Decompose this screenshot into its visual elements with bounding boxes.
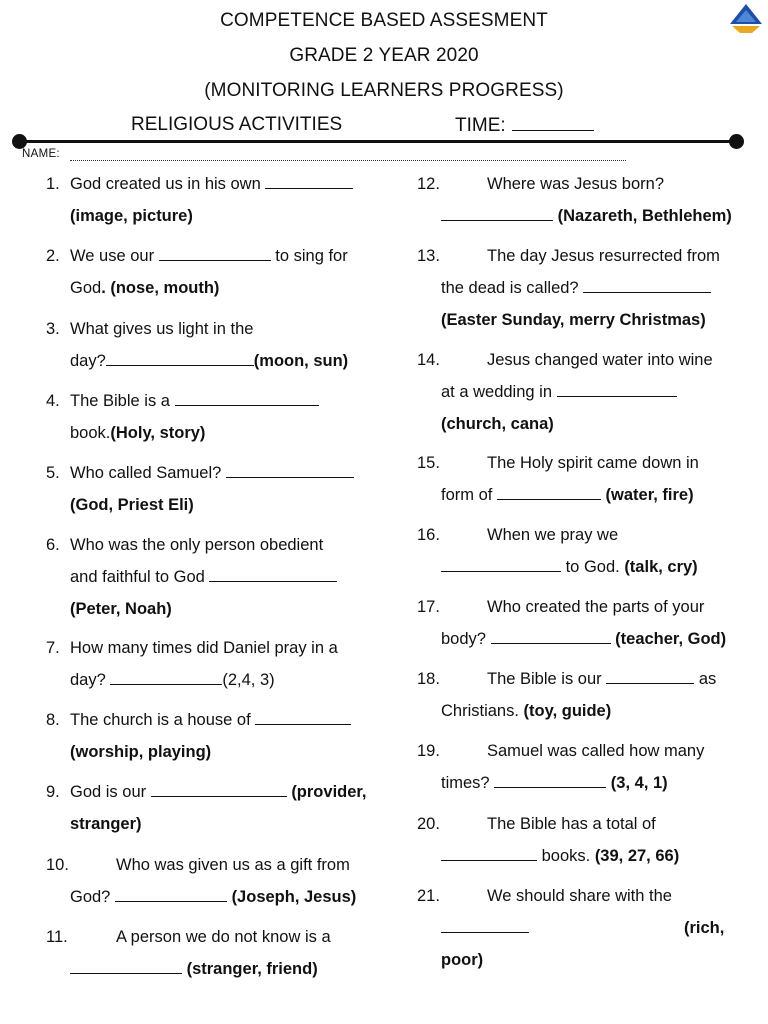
question-text: The day Jesus resurrected from xyxy=(487,247,720,265)
answer-blank xyxy=(159,246,271,261)
answer-options: (Easter Sunday, merry Christmas) xyxy=(441,311,706,329)
question-text: The Bible is a xyxy=(70,392,170,410)
question-text: day? xyxy=(70,352,106,370)
answer-options: (moon, sun) xyxy=(253,352,349,370)
answer-options: (teacher, God) xyxy=(615,630,727,648)
question-text: the dead is called? xyxy=(441,279,579,297)
question-16 xyxy=(417,519,757,583)
question-number: 2. xyxy=(46,247,60,265)
question-text: and faithful to God xyxy=(70,568,205,586)
answer-blank xyxy=(441,206,553,221)
answer-options: stranger) xyxy=(70,815,142,833)
question-text: body? xyxy=(441,630,486,648)
answer-blank xyxy=(441,846,537,861)
question-text: When we pray we xyxy=(487,526,619,544)
question-9 xyxy=(46,776,386,840)
question-18 xyxy=(417,663,757,727)
answer-blank xyxy=(255,710,351,725)
question-text: God? xyxy=(70,888,111,906)
answer-blank xyxy=(115,887,227,902)
answer-blank xyxy=(209,567,337,582)
question-number: 19. xyxy=(417,742,440,760)
question-text: God is our xyxy=(70,783,147,801)
answer-blank xyxy=(70,959,182,974)
question-text: to God. xyxy=(565,558,620,576)
divider-right-dot xyxy=(729,134,744,149)
question-1 xyxy=(46,168,386,232)
answer-blank xyxy=(226,463,354,478)
answer-options: (Peter, Noah) xyxy=(70,600,172,618)
question-number: 9. xyxy=(46,783,60,801)
question-7 xyxy=(46,632,386,696)
answer-options: (Joseph, Jesus) xyxy=(231,888,357,906)
question-number: 4. xyxy=(46,392,60,410)
question-number: 21. xyxy=(417,887,440,905)
question-text: as xyxy=(698,670,717,688)
answer-blank xyxy=(491,629,611,644)
monitoring-subtitle: (MONITORING LEARNERS PROGRESS) xyxy=(204,80,564,101)
question-number: 15. xyxy=(417,454,440,472)
question-text: Who was the only person obedient xyxy=(70,536,324,554)
answer-blank xyxy=(494,773,606,788)
question-8 xyxy=(46,704,386,768)
question-text: times? xyxy=(441,774,490,792)
time-blank xyxy=(512,114,594,131)
question-text: day? xyxy=(70,671,106,689)
question-19 xyxy=(417,735,757,799)
question-text: Who was given us as a gift from xyxy=(116,856,350,874)
question-number: 20. xyxy=(417,815,440,833)
question-text: to sing for xyxy=(275,247,348,265)
question-text: Where was Jesus born? xyxy=(487,175,664,193)
assessment-title: COMPETENCE BASED ASSESMENT xyxy=(220,10,548,31)
answer-blank xyxy=(110,670,222,685)
question-number: 13. xyxy=(417,247,440,265)
divider-left-dot xyxy=(12,134,27,149)
question-number: 7. xyxy=(46,639,60,657)
question-text: The church is a house of xyxy=(70,711,251,729)
question-text: The Holy spirit came down in xyxy=(487,454,699,472)
answer-options: (talk, cry) xyxy=(624,558,698,576)
question-14 xyxy=(417,344,757,440)
question-number: 3. xyxy=(46,320,60,338)
question-text: God created us in his own xyxy=(70,175,261,193)
answer-options: (water, fire) xyxy=(605,486,694,504)
question-text: form of xyxy=(441,486,493,504)
grade-year-title: GRADE 2 YEAR 2020 xyxy=(289,45,479,66)
question-number: 10. xyxy=(46,856,69,874)
answer-options: (3, 4, 1) xyxy=(610,774,668,792)
question-text: Who created the parts of your xyxy=(487,598,705,616)
question-text: We should share with the xyxy=(487,887,672,905)
name-line xyxy=(70,160,626,161)
question-text: Who called Samuel? xyxy=(70,464,222,482)
time-label: TIME: xyxy=(455,115,506,136)
question-text: Samuel was called how many xyxy=(487,742,705,760)
question-11 xyxy=(46,921,386,985)
question-number: 14. xyxy=(417,351,440,369)
question-number: 1. xyxy=(46,175,60,193)
answer-blank xyxy=(557,382,677,397)
answer-options: (Holy, story) xyxy=(110,424,206,442)
question-number: 11. xyxy=(46,928,68,946)
question-text: The Bible has a total of xyxy=(487,815,656,833)
answer-blank xyxy=(441,557,561,572)
question-text: The Bible is our xyxy=(487,670,602,688)
question-10 xyxy=(46,849,386,913)
answer-options: (2,4, 3) xyxy=(222,671,275,689)
answer-options: (God, Priest Eli) xyxy=(70,496,194,514)
answer-blank xyxy=(151,782,287,797)
answer-options: . (nose, mouth) xyxy=(101,279,220,297)
answer-blank xyxy=(497,485,601,500)
question-6 xyxy=(46,529,386,625)
answer-options: (stranger, friend) xyxy=(186,960,318,978)
question-number: 16. xyxy=(417,526,440,544)
question-20 xyxy=(417,808,757,872)
question-13 xyxy=(417,240,757,336)
question-12 xyxy=(417,168,757,232)
question-text: What gives us light in the xyxy=(70,320,254,338)
answer-blank xyxy=(583,278,711,293)
answer-options: (Nazareth, Bethlehem) xyxy=(557,207,732,225)
answer-blank xyxy=(175,391,319,406)
answer-options: (rich, xyxy=(684,919,725,937)
question-text: How many times did Daniel pray in a xyxy=(70,639,338,657)
question-number: 17. xyxy=(417,598,440,616)
question-4 xyxy=(46,385,386,449)
answer-options: (provider, xyxy=(291,783,367,801)
answer-options: (church, cana) xyxy=(441,415,554,433)
time-field xyxy=(455,114,594,137)
question-text: book. xyxy=(70,424,111,442)
question-15 xyxy=(417,447,757,511)
question-number: 5. xyxy=(46,464,60,482)
subject-title: RELIGIOUS ACTIVITIES xyxy=(131,114,343,135)
answer-blank xyxy=(441,918,529,933)
question-number: 18. xyxy=(417,670,440,688)
question-text: God xyxy=(70,279,102,297)
question-2 xyxy=(46,240,386,304)
question-number: 6. xyxy=(46,536,60,554)
name-label: NAME: xyxy=(22,148,60,160)
answer-blank xyxy=(606,669,694,684)
answer-options: (toy, guide) xyxy=(523,702,612,720)
header-divider xyxy=(18,140,736,143)
answer-blank xyxy=(265,174,353,189)
answer-options: (39, 27, 66) xyxy=(594,847,680,865)
question-number: 8. xyxy=(46,711,60,729)
question-number: 12. xyxy=(417,175,440,193)
question-text: Jesus changed water into wine xyxy=(487,351,713,369)
question-text: books. xyxy=(541,847,591,865)
question-text: A person we do not know is a xyxy=(116,928,331,946)
question-text: at a wedding in xyxy=(441,383,552,401)
question-21 xyxy=(417,880,757,976)
question-text: We use our xyxy=(70,247,155,265)
question-5 xyxy=(46,457,386,521)
answer-options: poor) xyxy=(441,951,484,969)
question-3 xyxy=(46,313,386,377)
question-text: Christians. xyxy=(441,702,519,720)
question-17 xyxy=(417,591,757,655)
answer-options: (image, picture) xyxy=(70,207,193,225)
answer-blank xyxy=(106,351,254,366)
answer-options: (worship, playing) xyxy=(70,743,212,761)
